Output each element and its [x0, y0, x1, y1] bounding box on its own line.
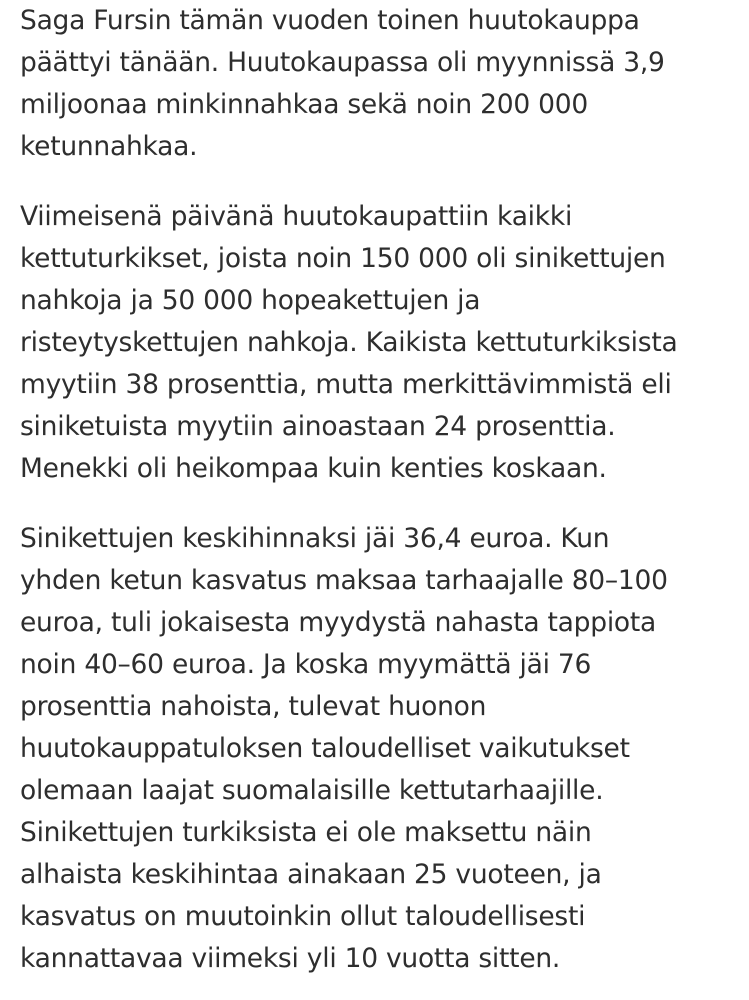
text-line: prosenttia nahoista, tulevat huonon [20, 691, 487, 722]
text-line: myytiin 38 prosenttia, mutta merkittävimmistä eli [20, 369, 672, 400]
text-line: kettuturkikset, joista noin 150 000 oli sinikettujen [20, 243, 666, 274]
text-line: noin 40–60 euroa. Ja koska myymättä jäi 76 [20, 649, 592, 680]
text-line: alhaista keskihintaa ainakaan 25 vuoteen, ja [20, 859, 602, 890]
text-line: Sinikettujen keskihinnaksi jäi 36,4 euroa. Kun [20, 523, 610, 554]
text-line: Menekki oli heikompaa kuin kenties koskaan. [20, 453, 607, 484]
text-line: miljoonaa minkinnahkaa sekä noin 200 000 [20, 89, 588, 120]
text-line: kasvatus on muutoinkin ollut taloudellisesti [20, 901, 586, 932]
text-line: huutokauppatuloksen taloudelliset vaikutukset [20, 733, 630, 764]
text-line: Sinikettujen turkiksista ei ole maksettu näin [20, 817, 592, 848]
text-line: euroa, tuli jokaisesta myydystä nahasta tappiota [20, 607, 657, 638]
text-line: olemaan laajat suomalaisille kettutarhaajille. [20, 775, 604, 806]
text-line: Viimeisenä päivänä huutokaupattiin kaikki [20, 201, 573, 232]
text-line: nahkoja ja 50 000 hopeakettujen ja [20, 285, 481, 316]
text-line: kannattavaa viimeksi yli 10 vuotta sitten. [20, 943, 561, 974]
text-line: ketunnahkaa. [20, 131, 198, 162]
text-line: yhden ketun kasvatus maksaa tarhaajalle 80–100 [20, 565, 668, 596]
text-line: päättyi tänään. Huutokaupassa oli myynnissä 3,9 [20, 47, 665, 78]
text-line: Saga Fursin tämän vuoden toinen huutokauppa [20, 5, 640, 36]
text-line: risteytyskettujen nahkoja. Kaikista kettuturkiksista [20, 327, 678, 358]
text-line: siniketuista myytiin ainoastaan 24 prosenttia. [20, 411, 616, 442]
